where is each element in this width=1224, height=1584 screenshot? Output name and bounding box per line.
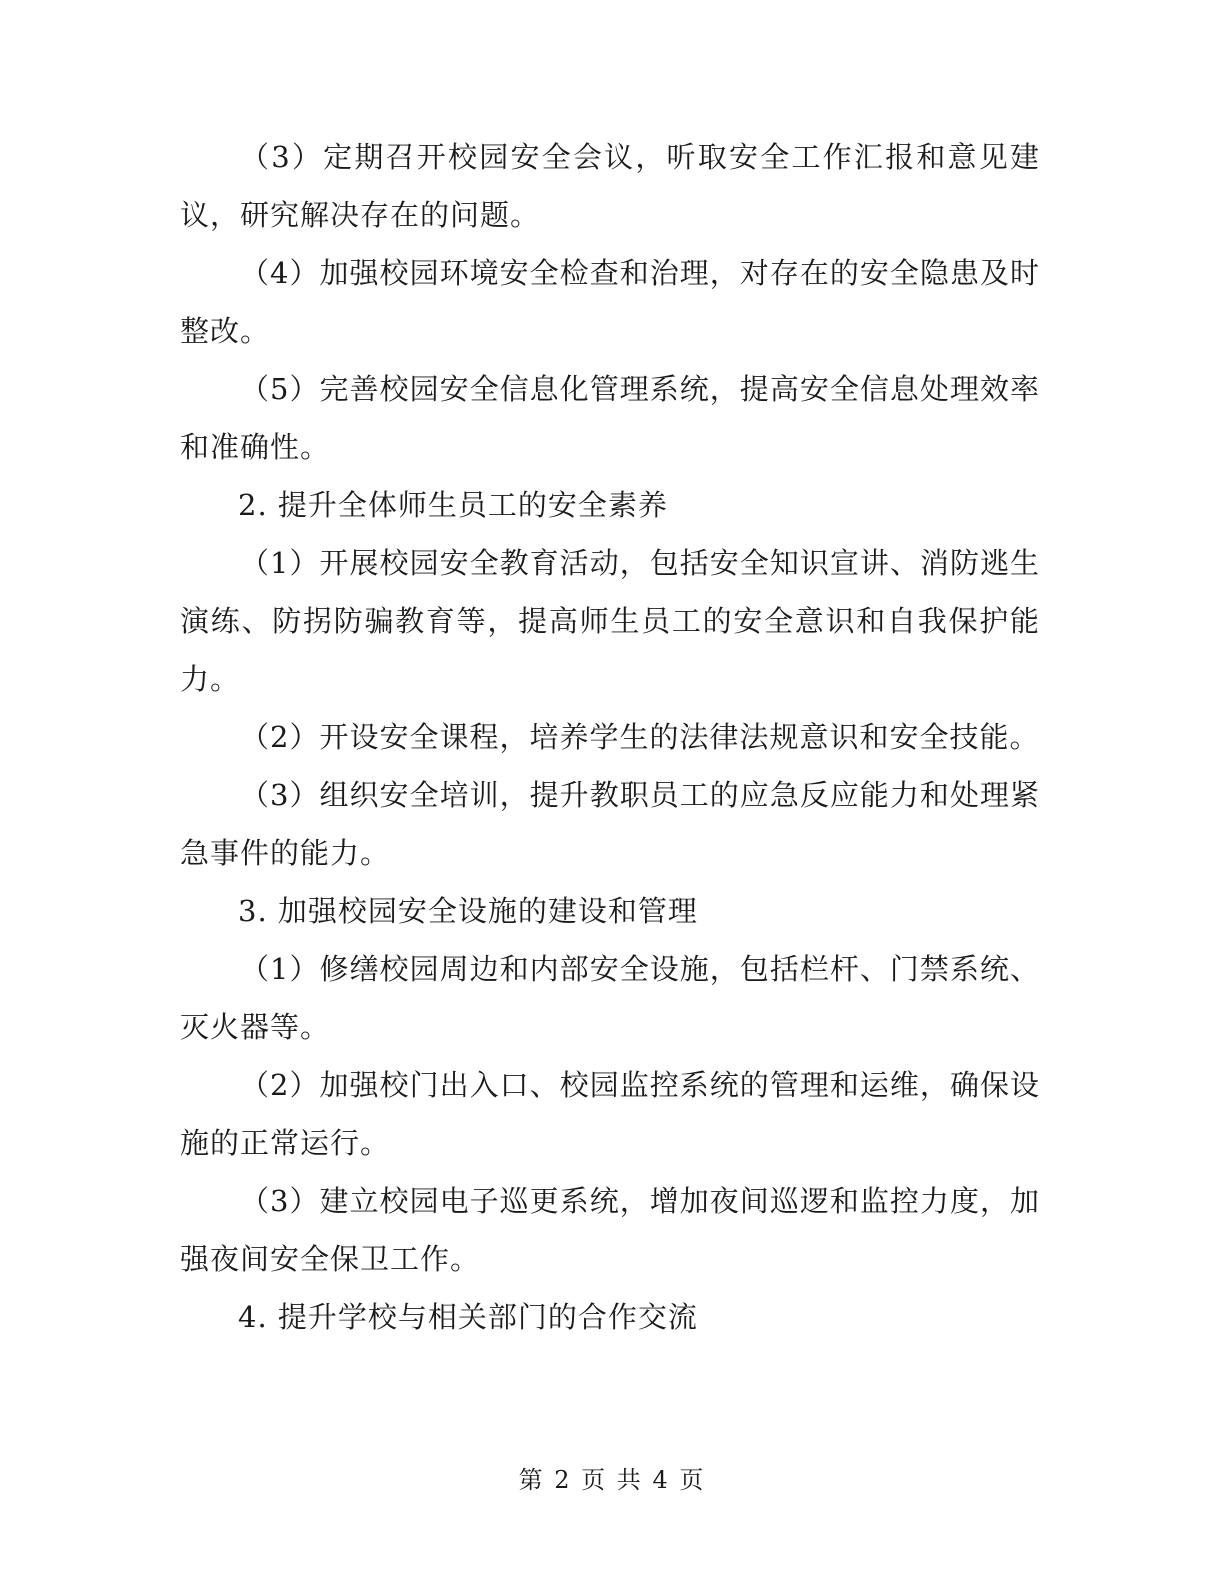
section-heading: 4. 提升学校与相关部门的合作交流 xyxy=(238,1300,698,1334)
paragraph: （1）修缮校园周边和内部安全设施，包括栏杆、门禁系统、灭火器等。 xyxy=(180,952,1040,1044)
section-heading: 2. 提升全体师生员工的安全素养 xyxy=(238,488,668,522)
paragraph: （2）加强校门出入口、校园监控系统的管理和运维，确保设施的正常运行。 xyxy=(180,1068,1040,1160)
document-body xyxy=(180,128,1040,1346)
paragraph: （4）加强校园环境安全检查和治理，对存在的安全隐患及时整改。 xyxy=(180,256,1040,348)
paragraph: （3）组织安全培训，提升教职员工的应急反应能力和处理紧急事件的能力。 xyxy=(180,778,1040,870)
page-number-footer: 第 2 页 共 4 页 xyxy=(518,1466,706,1494)
paragraph: （5）完善校园安全信息化管理系统，提高安全信息处理效率和准确性。 xyxy=(180,372,1040,464)
paragraph: （3）定期召开校园安全会议，听取安全工作汇报和意见建议，研究解决存在的问题。 xyxy=(180,140,1040,232)
paragraph: （1）开展校园安全教育活动，包括安全知识宣讲、消防逃生演练、防拐防骗教育等，提高师生员工的安全意识和自我保护能力。 xyxy=(180,546,1040,696)
paragraph: （3）建立校园电子巡更系统，增加夜间巡逻和监控力度，加强夜间安全保卫工作。 xyxy=(180,1184,1040,1276)
section-heading: 3. 加强校园安全设施的建设和管理 xyxy=(238,894,698,928)
paragraph: （2）开设安全课程，培养学生的法律法规意识和安全技能。 xyxy=(240,720,1040,754)
